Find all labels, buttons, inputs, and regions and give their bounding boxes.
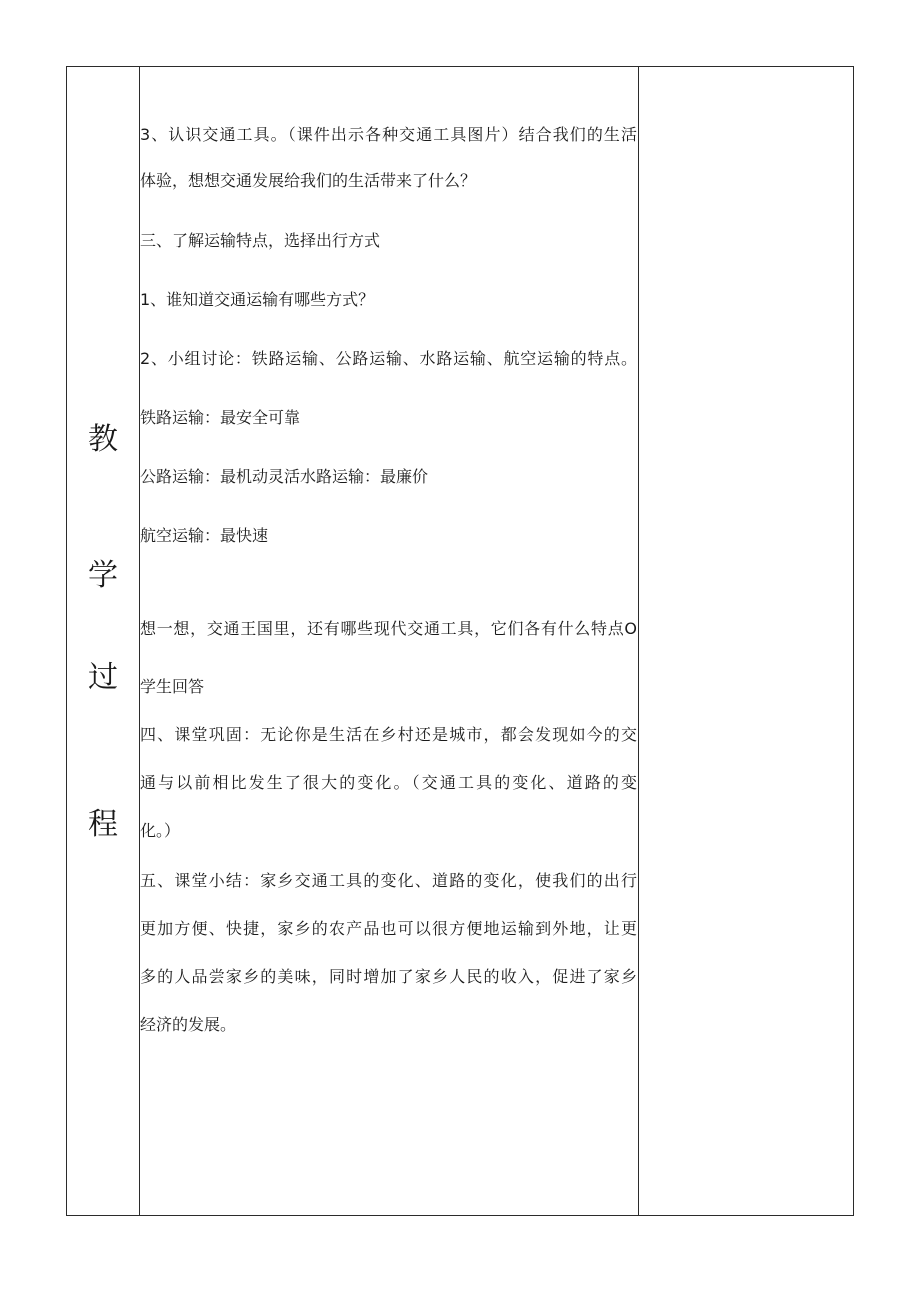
content-line: 学生回答 bbox=[140, 677, 205, 696]
section-label-char: 过 bbox=[88, 660, 118, 695]
section-heading: 五、课堂小结：家乡交通工具的变化、道路的变化，使我们的出行 bbox=[140, 871, 637, 890]
section-heading: 四、课堂巩固：无论你是生活在乡村还是城市，都会发现如今的交 bbox=[140, 725, 637, 744]
content-line: 2、小组讨论：铁路运输、公路运输、水路运输、航空运输的特点。 bbox=[140, 349, 637, 368]
content-line: 通与以前相比发生了很大的变化。（交通工具的变化、道路的变 bbox=[140, 773, 637, 792]
content-line: 更加方便、快捷，家乡的农产品也可以很方便地运输到外地，让更 bbox=[140, 919, 637, 938]
section-label-char: 教 bbox=[88, 422, 118, 457]
content-line: 航空运输：最快速 bbox=[140, 526, 269, 545]
notes-column bbox=[639, 67, 853, 1215]
content-line: 公路运输：最机动灵活水路运输：最廉价 bbox=[140, 467, 429, 486]
lesson-table bbox=[66, 66, 854, 1216]
teaching-process-content bbox=[140, 67, 637, 1215]
content-line: 铁路运输：最安全可靠 bbox=[140, 408, 301, 427]
content-line: 经济的发展。 bbox=[140, 1015, 237, 1034]
content-line: 想一想，交通王国里，还有哪些现代交通工具，它们各有什么特点O bbox=[140, 619, 637, 638]
content-line: 1、谁知道交通运输有哪些方式？ bbox=[140, 290, 375, 309]
section-heading: 三、了解运输特点，选择出行方式 bbox=[140, 231, 381, 250]
content-line: 多的人品尝家乡的美味，同时增加了家乡人民的收入，促进了家乡 bbox=[140, 967, 637, 986]
section-label-char: 学 bbox=[88, 558, 118, 593]
section-label-cell bbox=[67, 67, 139, 1215]
section-label-char: 程 bbox=[88, 807, 118, 842]
content-line: 化。） bbox=[140, 821, 181, 840]
content-line: 体验，想想交通发展给我们的生活带来了什么？ bbox=[140, 171, 477, 190]
content-line: 3、认识交通工具。（课件出示各种交通工具图片）结合我们的生活 bbox=[140, 125, 637, 144]
